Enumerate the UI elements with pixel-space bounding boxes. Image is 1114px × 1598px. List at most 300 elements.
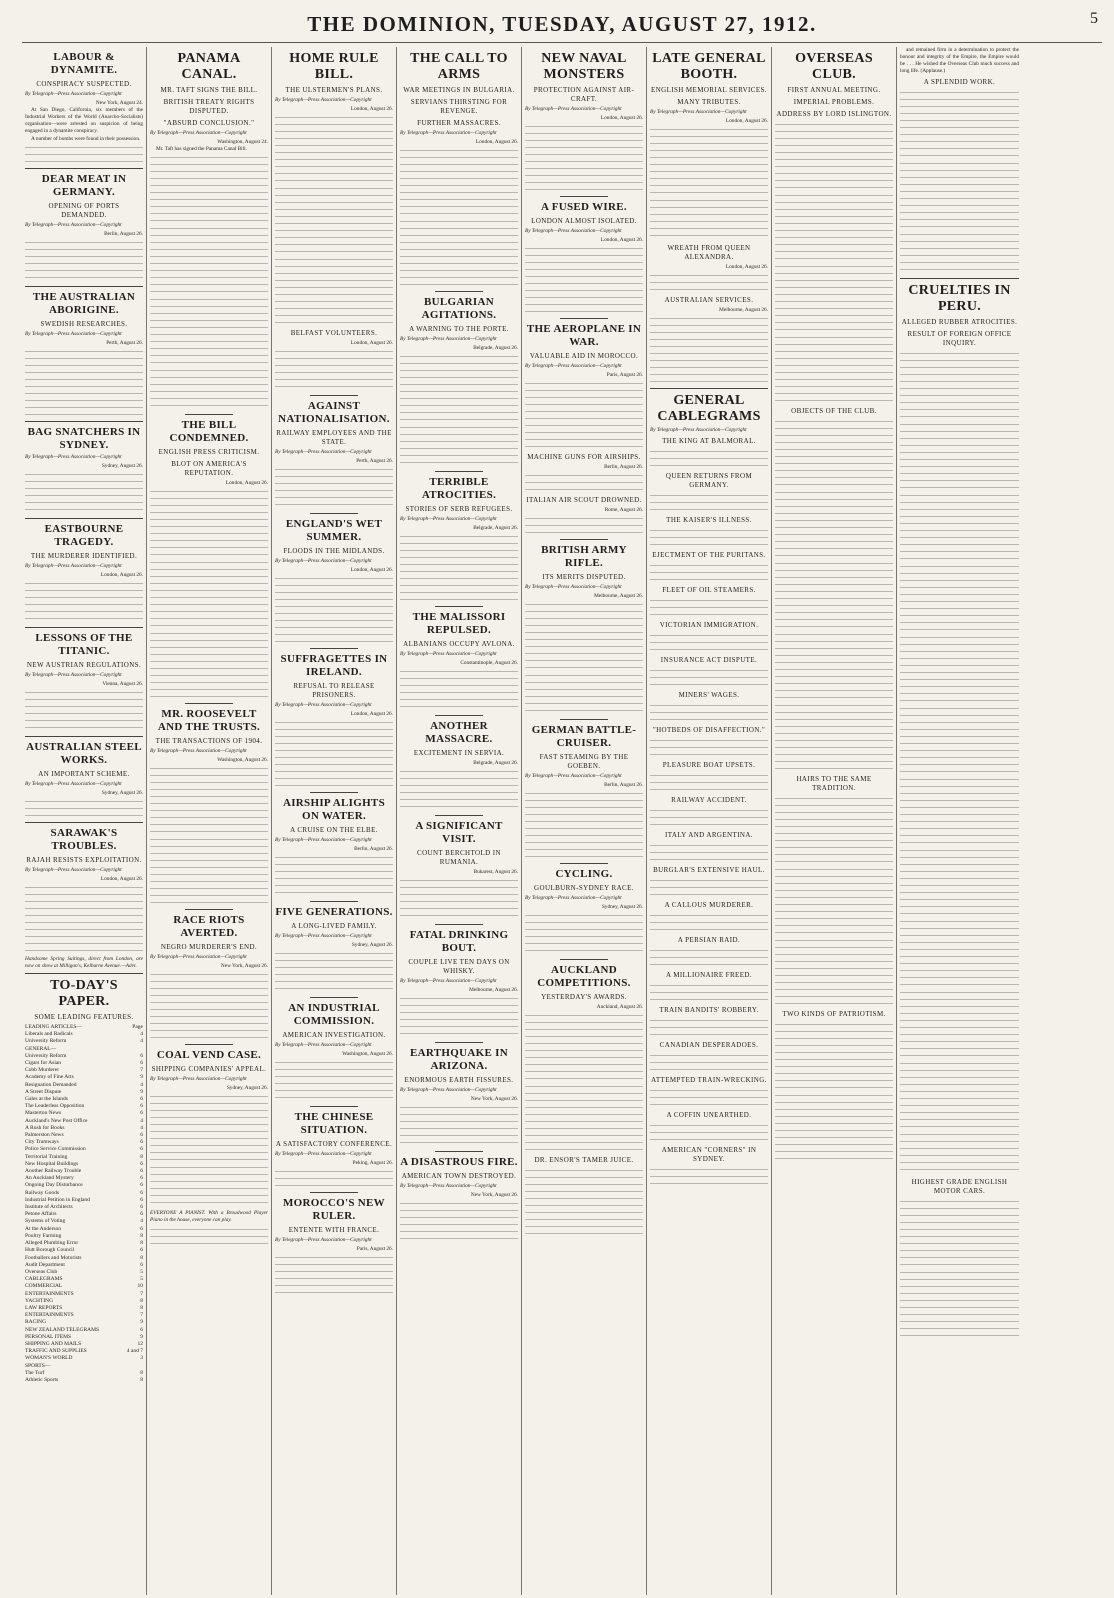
cablegram-heading: A PERSIAN RAID. (677, 936, 741, 944)
contents-item-page: 3 (140, 1355, 143, 1362)
dateline: Bukarest, August 26. (473, 869, 518, 875)
cablegram-heading: ITALY AND ARGENTINA. (665, 831, 753, 839)
text-block (25, 144, 143, 165)
text-block (900, 1131, 1019, 1175)
divider (435, 606, 482, 607)
contents-item (25, 1298, 143, 1305)
subheading: SERVIANS THIRSTING FOR REVENGE. (410, 98, 508, 115)
contents-item-page: 4 (140, 1081, 143, 1088)
dateline: Berlin, August 26. (354, 846, 393, 852)
subheading: WAR MEETINGS IN BULGARIA. (403, 86, 515, 94)
subheading: ENORMOUS EARTH FISSURES. (404, 1076, 514, 1084)
subheading: YESTERDAY'S AWARDS. (541, 993, 627, 1001)
telegraph-credit: By Telegraph—Press Association—Copyright (275, 558, 372, 564)
subheading: COUPLE LIVE TEN DAYS ON WHISKY. (408, 958, 510, 975)
contents-item (25, 1168, 143, 1175)
contents-item (25, 1283, 143, 1290)
contents-item-label: Athletic Sports (25, 1376, 59, 1383)
cablegram-heading: THE KAISER'S ILLNESS. (666, 516, 752, 524)
text-block (775, 418, 893, 488)
text-block (650, 126, 768, 196)
contents-item-page: 6 (140, 1247, 143, 1254)
cablegram-heading: RAILWAY ACCIDENT. (671, 796, 747, 804)
text-block (900, 160, 1019, 230)
contents-item (25, 1262, 143, 1269)
cablegram-heading: CANADIAN DESPERADOES. (659, 1041, 759, 1049)
contents-item-label: Academy of Fine Arts (25, 1074, 74, 1081)
cablegram-heading: ATTEMPTED TRAIN-WRECKING. (651, 1076, 767, 1084)
contents-item-page: 9 (140, 1319, 143, 1326)
contents-item (25, 1247, 143, 1254)
divider (435, 815, 482, 816)
text-block (400, 533, 518, 603)
contents-item-label: At the Anderson (25, 1225, 62, 1232)
subheading: RAJAH RESISTS EXPLOITATION. (26, 856, 142, 864)
text-block (650, 737, 768, 758)
subheading: FIRST ANNUAL MEETING. (787, 86, 881, 94)
divider (435, 1151, 482, 1152)
text-block (150, 488, 268, 558)
text-block (900, 634, 1019, 704)
contents-item-label: The Leaderless Opposition (25, 1103, 85, 1110)
subheading: AMERICAN TOWN DESTROYED. (401, 1172, 517, 1180)
text-block (525, 601, 643, 671)
subheading: SWEDISH RESEARCHES. (40, 320, 128, 328)
dateline: London, August 26. (475, 139, 518, 145)
dateline: New York, August 24. (95, 100, 143, 106)
telegraph-credit: By Telegraph—Press Association—Copyright (25, 781, 122, 787)
cablegram-heading: THE KING AT BALMORAL. (662, 437, 756, 445)
telegraph-credit: By Telegraph—Press Association—Copyright (150, 130, 247, 136)
text-block (775, 121, 893, 191)
text-block (275, 1254, 393, 1298)
contents-item-label: COMMERCIAL (25, 1283, 63, 1290)
contents-item-label: Resignation Demanded (25, 1081, 77, 1088)
cablegram-heading: FLEET OF OIL STEAMERS. (662, 586, 756, 594)
contents-item (25, 1118, 143, 1125)
contents-item-label: City Tramways (25, 1139, 59, 1146)
advertisement: Handsome Spring Suitings, direct from London, are now on show at Milligan's, Kelburne Avenue.—Advt. (25, 956, 143, 969)
dateline: Sydney, August 26. (226, 1085, 268, 1091)
contents-item-page: 6 (140, 1189, 143, 1196)
telegraph-credit: By Telegraph—Press Association—Copyright (525, 773, 622, 779)
contents-item (25, 1132, 143, 1139)
column-1 (22, 47, 147, 1595)
headline: GERMAN BATTLE-CRUISER. (531, 724, 637, 749)
dateline: Paris, August 26. (356, 1246, 393, 1252)
text-block (650, 315, 768, 385)
contents-item (25, 1334, 143, 1341)
contents-item-label: Systems of Voting (25, 1218, 66, 1225)
headline: GENERAL CABLEGRAMS (657, 393, 761, 424)
dateline: Perth, August 26. (106, 340, 143, 346)
text-block (150, 765, 268, 835)
divider (310, 648, 357, 649)
contents-item-page: 6 (140, 1110, 143, 1117)
contents-item-page: 6 (140, 1204, 143, 1211)
contents-item (25, 1312, 143, 1319)
contents-item-label: Institute of Architects (25, 1204, 73, 1211)
subheading: CONSPIRACY SUSPECTED. (36, 80, 132, 88)
telegraph-credit: By Telegraph—Press Association—Copyright (275, 702, 372, 708)
contents-item-label: Footballers and Motorists (25, 1254, 82, 1261)
column-7 (772, 47, 897, 1595)
subheading: THE MURDERER IDENTIFIED. (30, 552, 138, 560)
text-block (900, 989, 1019, 1059)
telegraph-credit: By Telegraph—Press Association—Copyright (275, 1042, 372, 1048)
subheading: A CRUISE ON THE ELBE. (290, 826, 378, 834)
dateline: Belgrade, August 26. (473, 345, 518, 351)
text-block (900, 350, 1019, 420)
contents-item-label: SHIPPING AND MAILS (25, 1340, 82, 1347)
subheading: WREATH FROM QUEEN ALEXANDRA. (667, 244, 751, 261)
text-block (400, 424, 518, 468)
divider (435, 715, 482, 716)
text-block (150, 1164, 268, 1208)
headline: BAG SNATCHERS IN SYDNEY. (27, 426, 141, 451)
headline: LESSONS OF THE TITANIC. (35, 632, 133, 657)
text-block (275, 950, 393, 994)
subheading: REFUSAL TO RELEASE PRISONERS. (293, 682, 375, 699)
text-block (775, 263, 893, 333)
contents-item (25, 1269, 143, 1276)
contents-item (25, 1341, 143, 1348)
telegraph-credit: By Telegraph—Press Association—Copyright (400, 978, 497, 984)
subheading: PROTECTION AGAINST AIR-CRAFT. (533, 86, 635, 103)
contents-item-page: 6 (140, 1168, 143, 1175)
text-block (525, 472, 643, 493)
contents-item-label: Police Service Commission (25, 1146, 86, 1153)
contents-item-label: YACHTING (25, 1297, 54, 1304)
contents-item-label: Petone Affairs (25, 1211, 57, 1218)
divider (310, 901, 357, 902)
contents-item (25, 1363, 143, 1370)
text-block (275, 1059, 393, 1103)
text-block (650, 632, 768, 653)
headline: AN INDUSTRIAL COMMISSION. (288, 1002, 380, 1027)
contents-item-page: 6 (140, 1146, 143, 1153)
text-block (525, 123, 643, 193)
divider (310, 792, 357, 793)
telegraph-credit: By Telegraph—Press Association—Copyright (400, 336, 497, 342)
subheading: "ABSURD CONCLUSION." (163, 119, 255, 127)
text-block (400, 353, 518, 423)
contents-item (25, 1146, 143, 1153)
subheading: NEW AUSTRIAN REGULATIONS. (26, 661, 142, 669)
subheading: A LONG-LIVED FAMILY. (291, 922, 377, 930)
telegraph-credit: By Telegraph—Press Association—Copyright (525, 106, 622, 112)
subheading: RAILWAY EMPLOYEES AND THE STATE. (276, 429, 392, 446)
text-block (25, 580, 143, 624)
subheading: LONDON ALMOST ISOLATED. (531, 217, 637, 225)
text-block (275, 348, 393, 392)
text-block (25, 689, 143, 733)
text-block (775, 631, 893, 701)
subheading: EXCITEMENT IN SERVIA. (413, 749, 505, 757)
telegraph-credit: By Telegraph—Press Association—Copyright (650, 109, 747, 115)
text-block (525, 380, 643, 450)
divider (25, 168, 143, 169)
text-block (650, 912, 768, 933)
dateline: New York, August 26. (220, 963, 268, 969)
contents-item (25, 1139, 143, 1146)
contents-item-label: ENTERTAINMENTS (25, 1290, 74, 1297)
text-block (650, 562, 768, 583)
text-block (150, 630, 268, 700)
contents-item-label: RACING (25, 1319, 47, 1326)
contents-item-page: 6 (140, 1326, 143, 1333)
text-block (650, 448, 768, 469)
dateline: London, August 26. (725, 264, 768, 270)
contents-item-page: 6 (140, 1225, 143, 1232)
text-block (650, 1166, 768, 1187)
contents-item (25, 1103, 143, 1110)
column-5 (522, 47, 647, 1595)
article-text: At San Diego, California, six members of the Industrial Workers of the World (Anarcho-Socialists) organisation—were arrested on suspicion of being engaged in a dynamite conspiracy. (25, 107, 143, 134)
masthead (22, 4, 1102, 43)
text-block (650, 492, 768, 513)
text-block (650, 272, 768, 293)
contents-item-page: 4 (140, 1218, 143, 1225)
dateline: New York, August 26. (470, 1096, 518, 1102)
headline: DEAR MEAT IN GERMANY. (41, 173, 127, 198)
telegraph-credit: By Telegraph—Press Association—Copyright (275, 97, 372, 103)
text-block (150, 225, 268, 295)
text-block (775, 334, 893, 404)
telegraph-credit: By Telegraph—Press Association—Copyright (525, 363, 622, 369)
text-block (400, 218, 518, 288)
text-block (650, 842, 768, 863)
text-block (275, 256, 393, 326)
text-block (900, 1060, 1019, 1130)
contents-item (25, 1291, 143, 1298)
contents-header (25, 1024, 143, 1031)
divider (310, 997, 357, 998)
divider (25, 518, 143, 519)
divider (560, 318, 607, 319)
text-block (650, 1052, 768, 1073)
contents-item-page: 8 (140, 1297, 143, 1304)
dateline: Melbourne, August 26. (719, 307, 768, 313)
divider (650, 388, 768, 389)
contents-item-label: An Auckland Mystery (25, 1175, 74, 1182)
divider (310, 1192, 357, 1193)
dateline: Belgrade, August 26. (473, 525, 518, 531)
subheading: MR. TAFT SIGNS THE BILL. (160, 86, 258, 94)
headline: CYCLING. (555, 868, 613, 880)
subheading: ADDRESS BY LORD ISLINGTON. (776, 110, 892, 118)
text-block (275, 575, 393, 645)
headline: BRITISH ARMY RIFLE. (541, 544, 627, 569)
text-block (525, 672, 643, 716)
headline: OVERSEAS CLUB. (795, 51, 873, 82)
contents-item (25, 1125, 143, 1132)
divider (310, 1106, 357, 1107)
contents-item-label: CABLEGRAMS (25, 1276, 63, 1283)
contents-item-label: Liberals and Radicals (25, 1031, 73, 1038)
headline: CRUELTIES IN PERU. (908, 283, 1011, 314)
subheading: THE TRANSACTIONS OF 1904. (155, 737, 263, 745)
subheading: MANY TRIBUTES. (677, 98, 741, 106)
dateline: Sydney, August 26. (601, 904, 643, 910)
telegraph-credit: By Telegraph—Press Association—Copyright (525, 228, 622, 234)
text-block (400, 995, 518, 1039)
subheading: MACHINE GUNS FOR AIRSHIPS. (527, 453, 641, 461)
subheading: HIGHEST GRADE ENGLISH MOTOR CARS. (911, 1178, 1008, 1195)
contents-item-label: WOMAN'S WORLD (25, 1355, 73, 1362)
text-block (400, 668, 518, 712)
telegraph-credit: By Telegraph—Press Association—Copyright (25, 867, 122, 873)
contents-item (25, 1096, 143, 1103)
headline: THE AEROPLANE IN WAR. (526, 323, 642, 348)
article-text: A number of bombs were found in their possession. (31, 136, 141, 142)
telegraph-credit: By Telegraph—Press Association—Copyright (400, 1087, 497, 1093)
contents-item-page: 6 (140, 1196, 143, 1203)
divider (185, 414, 232, 415)
contents-item-page: 7 (140, 1290, 143, 1297)
headline: EARTHQUAKE IN ARIZONA. (410, 1047, 508, 1072)
contents-item-page: 8 (140, 1369, 143, 1376)
telegraph-credit: By Telegraph—Press Association—Copyright (25, 331, 122, 337)
text-block (775, 560, 893, 630)
contents-item-page: 4 (140, 1124, 143, 1131)
subheading: THE ULSTERMEN'S PLANS. (285, 86, 383, 94)
dateline: London, August 26. (600, 237, 643, 243)
text-block (150, 296, 268, 366)
text-block (650, 947, 768, 968)
subheading: A WARNING TO THE PORTE. (409, 325, 509, 333)
text-block (525, 1083, 643, 1153)
telegraph-credit: By Telegraph—Press Association—Copyright (25, 91, 122, 97)
dateline: Auckland, August 26. (596, 1004, 643, 1010)
column-4 (397, 47, 522, 1595)
text-block (775, 489, 893, 559)
text-block (900, 89, 1019, 159)
headline: ENGLAND'S WET SUMMER. (285, 518, 383, 543)
text-block (400, 768, 518, 812)
dateline: London, August 26. (350, 340, 393, 346)
headline: A DISASTROUS FIRE. (400, 1156, 518, 1168)
contents-item (25, 1038, 143, 1045)
text-block (900, 847, 1019, 917)
headline: THE AUSTRALIAN ABORIGINE. (32, 291, 136, 316)
contents-item-label: LAW REPORTS (25, 1304, 63, 1311)
text-block (275, 185, 393, 255)
contents-header-page: Page (132, 1024, 143, 1030)
cablegram-heading: PLEASURE BOAT UPSETS. (662, 761, 756, 769)
text-block (150, 559, 268, 629)
telegraph-credit: By Telegraph—Press Association—Copyright (150, 954, 247, 960)
subheading: STORIES OF SERB REFUGEES. (405, 505, 513, 513)
headline: PANAMA CANAL. (177, 51, 241, 82)
divider (900, 278, 1019, 279)
contents-item (25, 1377, 143, 1384)
contents-item (25, 1370, 143, 1377)
telegraph-credit: By Telegraph—Press Association—Copyright (275, 1237, 372, 1243)
dateline: London, August 26. (350, 711, 393, 717)
subheading: ENGLISH MEMORIAL SERVICES. (651, 86, 767, 94)
contents-item (25, 1089, 143, 1096)
text-block (150, 1226, 268, 1247)
contents-item-page: 7 (140, 1067, 143, 1074)
headline: THE MALISSORI REPULSED. (412, 611, 506, 636)
text-block (775, 866, 893, 936)
dateline: Washington, August 26. (217, 757, 268, 763)
contents-item-label: Ongoing Day Disturbance (25, 1182, 83, 1189)
telegraph-credit: By Telegraph—Press Association—Copyright (650, 427, 747, 433)
text-block (525, 790, 643, 860)
article-text: Mr. Taft has signed the Panama Canal Bill. (156, 146, 247, 152)
contents-item-page: 8 (140, 1376, 143, 1383)
telegraph-credit: By Telegraph—Press Association—Copyright (275, 933, 372, 939)
subheading: FAST STEAMING BY THE GOEBEN. (539, 753, 629, 770)
divider (25, 822, 143, 823)
text-block (400, 877, 518, 921)
dateline: Berlin, August 26. (104, 231, 143, 237)
headline: FIVE GENERATIONS. (275, 906, 393, 918)
cablegram-heading: A MILLIONAIRE FREED. (666, 971, 752, 979)
column-3 (272, 47, 397, 1595)
dateline: Washington, August 24. (217, 139, 268, 145)
dateline: Constantinople, August 26. (460, 660, 518, 666)
contents-item-page: 9 (140, 1074, 143, 1081)
subheading: NEGRO MURDERER'S END. (160, 943, 258, 951)
telegraph-credit: By Telegraph—Press Association—Copyright (400, 1183, 497, 1189)
dateline: Berlin, August 26. (604, 782, 643, 788)
contents-item (25, 1348, 143, 1355)
contents-list (25, 1024, 143, 1384)
cablegram-heading: EJECTMENT OF THE PURITANS. (652, 551, 766, 559)
contents-header-label: LEADING ARTICLES— (25, 1024, 82, 1030)
contents-item-page: 6 (140, 1052, 143, 1059)
subheading: TWO KINDS OF PATRIOTISM. (782, 1010, 886, 1018)
contents-item-label: Hutt Borough Council (25, 1247, 75, 1254)
text-block (900, 705, 1019, 775)
cablegram-heading: TRAIN BANDITS' ROBBERY. (659, 1006, 759, 1014)
text-block (650, 197, 768, 241)
text-block (400, 1200, 518, 1244)
telegraph-credit: By Telegraph—Press Association—Copyright (400, 130, 497, 136)
dateline: London, August 26. (225, 480, 268, 486)
telegraph-credit: By Telegraph—Press Association—Copyright (25, 454, 122, 460)
text-block (775, 795, 893, 865)
contents-item-label: Alleged Plumbing Error (25, 1240, 79, 1247)
text-block (650, 982, 768, 1003)
dateline: Sydney, August 26. (351, 942, 393, 948)
text-block (150, 367, 268, 411)
text-block (900, 421, 1019, 491)
text-block (150, 836, 268, 906)
subheading: SOME LEADING FEATURES. (34, 1013, 134, 1021)
divider (435, 924, 482, 925)
contents-item-label: University Reform (25, 1052, 67, 1059)
text-block (775, 1092, 893, 1162)
text-block (275, 854, 393, 898)
text-block (900, 231, 1019, 275)
headline: A SIGNIFICANT VISIT. (415, 820, 503, 845)
cablegram-heading: QUEEN RETURNS FROM GERMANY. (665, 472, 753, 489)
cablegram-heading: AMERICAN "CORNERS" IN SYDNEY. (661, 1146, 757, 1163)
subheading: ALLEGED RUBBER ATROCITIES. (901, 318, 1018, 326)
dateline: Paris, August 26. (606, 372, 643, 378)
text-block (150, 1093, 268, 1163)
dateline: Melbourne, August 26. (594, 593, 643, 599)
dateline: Rome, August 26. (604, 507, 643, 513)
headline: AIRSHIP ALIGHTS ON WATER. (282, 797, 385, 822)
contents-item-label: GENERAL— (25, 1045, 57, 1052)
contents-item-page: 4 (140, 1117, 143, 1124)
contents-item (25, 1161, 143, 1168)
